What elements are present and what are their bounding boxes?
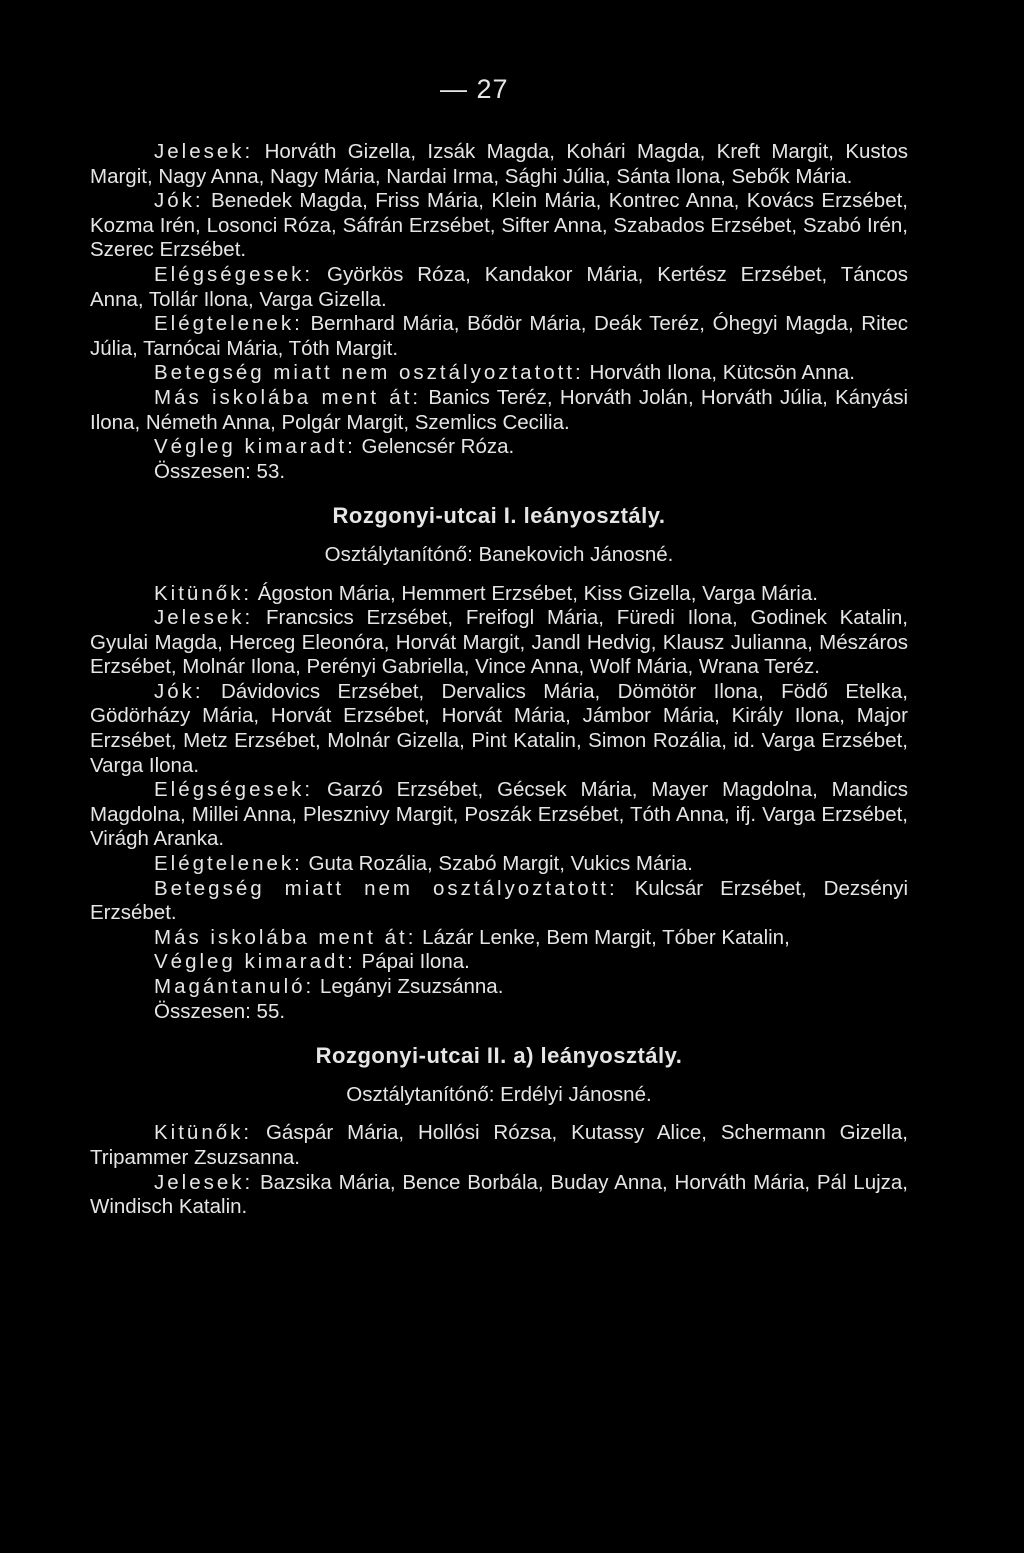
grade-paragraph-kitunok xyxy=(90,1121,908,1170)
student-list: Bazsika Mária, Bence Borbála, Buday Anna, Horváth Mária, Pál Lujza, Windisch Katalin. xyxy=(90,1170,908,1219)
student-list: Horváth Ilona, Kütcsön Anna. xyxy=(583,361,855,385)
grade-label: Jók: xyxy=(154,189,204,213)
grade-paragraph-elegsegesek xyxy=(90,263,908,312)
grade-label: Más iskolába ment át: xyxy=(154,385,422,409)
grade-paragraph-magantanulo xyxy=(90,975,908,1000)
student-list: Gáspár Mária, Hollósi Rózsa, Kutassy Alice, Schermann Gizella, Tripammer Zsuzsanna. xyxy=(90,1121,908,1169)
grade-paragraph-mas-iskola xyxy=(90,386,908,435)
grade-paragraph-jelesek xyxy=(90,140,908,189)
student-list: Francsics Erzsébet, Freifogl Mária, Füredi Ilona, Godinek Katalin, Gyulai Magda, Herceg Eleonóra, Horvát Margit, Jandl Hedvig, Klausz Julianna, Mészáros Erzsébet, Molnár Ilona, Perényi Gabriella, Vince Anna, Wolf Mária, Wrana Teréz. xyxy=(90,606,908,679)
class-teacher: Osztálytanítónő: Banekovich Jánosné. xyxy=(324,542,674,566)
grade-label: Betegség miatt nem osztályoztatott: xyxy=(154,361,584,385)
grade-paragraph-vegleg xyxy=(90,950,908,975)
student-list: Guta Rozália, Szabó Margit, Vukics Mária. xyxy=(302,852,693,876)
grade-paragraph-jelesek xyxy=(90,606,908,680)
student-list: Garzó Erzsébet, Gécsek Mária, Mayer Magdolna, Mandics Magdolna, Millei Anna, Plesznivy Margit, Poszák Erzsébet, Tóth Anna, ifj. Varga Erzsébet, Virágh Aranka. xyxy=(90,778,908,851)
grade-label: Elégtelenek: xyxy=(154,852,303,876)
grade-paragraph-beteg xyxy=(90,877,908,926)
student-list: Lázár Lenke, Bem Margit, Tóber Katalin, xyxy=(416,925,790,949)
grade-paragraph-elegtelenek xyxy=(90,312,908,361)
grade-paragraph-mas-iskola xyxy=(90,926,908,951)
student-list: Györkös Róza, Kandakor Mária, Kertész Erzsébet, Táncos Anna, Tollár Ilona, Varga Gizella. xyxy=(90,262,908,311)
grade-label: Elégségesek: xyxy=(154,262,314,286)
grade-label: Elégtelenek: xyxy=(154,312,303,336)
grade-label: Kitünők: xyxy=(154,1121,253,1145)
total-line: Összesen: 55. xyxy=(154,999,286,1023)
grade-paragraph-jok xyxy=(90,680,908,778)
grade-paragraph-jok xyxy=(90,189,908,263)
grade-label: Jelesek: xyxy=(154,1170,254,1194)
page-number: — 27 xyxy=(440,74,509,104)
class-teacher: Osztálytanítónő: Erdélyi Jánosné. xyxy=(346,1082,652,1106)
class-heading: Rozgonyi-utcai II. a) leányosztály. xyxy=(315,1043,683,1069)
student-list: Horváth Gizella, Izsák Magda, Kohári Magda, Kreft Margit, Kustos Margit, Nagy Anna, Nagy Mária, Nardai Irma, Sághi Júlia, Sánta Ilona, Sebők Mária. xyxy=(90,140,908,188)
student-list: Banics Teréz, Horváth Jolán, Horváth Júlia, Kányási Ilona, Németh Anna, Polgár Margit, Szemlics Cecilia. xyxy=(90,385,908,434)
grade-label: Végleg kimaradt: xyxy=(154,950,356,974)
grade-label: Elégségesek: xyxy=(154,778,314,802)
grade-paragraph-kitunok xyxy=(90,582,908,607)
grade-label: Jelesek: xyxy=(154,140,254,163)
grade-paragraph-vegleg xyxy=(90,435,908,460)
page-content xyxy=(90,140,908,1220)
class-heading: Rozgonyi-utcai I. leányosztály. xyxy=(332,503,666,529)
section-2 xyxy=(90,504,908,1024)
grade-label: Más iskolába ment át: xyxy=(154,925,417,949)
student-list: Bernhard Mária, Bődör Mária, Deák Teréz, Óhegyi Magda, Ritec Júlia, Tarnócai Mária, Tóth Margit. xyxy=(90,312,908,360)
student-list: Dávidovics Erzsébet, Dervalics Mária, Dömötör Ilona, Födő Etelka, Gödörházy Mária, Horvát Erzsébet, Horvát Mária, Jámbor Mária, Király Ilona, Major Erzsébet, Metz Erzsébet, Molnár Gizella, Pint Katalin, Simon Rozália, id. Varga Erzsébet, Varga Ilona. xyxy=(90,679,908,777)
section-1 xyxy=(90,140,908,484)
grade-paragraph-beteg xyxy=(90,361,908,386)
grade-label: Jók: xyxy=(154,679,204,703)
student-list: Gelencsér Róza. xyxy=(355,435,515,459)
grade-label: Betegség miatt nem osztályoztatott: xyxy=(154,876,618,900)
grade-label: Magántanuló: xyxy=(154,975,315,998)
student-list: Benedek Magda, Friss Mária, Klein Mária, Kontrec Anna, Kovács Erzsébet, Kozma Irén, Losonci Róza, Sáfrán Erzsébet, Sifter Anna, Szabados Erzsébet, Szabó Irén, Szerec Erzsébet. xyxy=(90,189,908,262)
grade-paragraph-elegtelenek xyxy=(90,852,908,877)
grade-label: Kitünők: xyxy=(154,581,253,605)
section-3 xyxy=(90,1044,908,1220)
grade-label: Végleg kimaradt: xyxy=(154,435,356,459)
student-list: Kulcsár Erzsébet, Dezsényi Erzsébet. xyxy=(90,876,908,925)
grade-label: Jelesek: xyxy=(154,606,254,630)
student-list: Ágoston Mária, Hemmert Erzsébet, Kiss Gizella, Varga Mária. xyxy=(252,581,818,605)
total-line: Összesen: 53. xyxy=(154,459,286,483)
student-list: Legányi Zsuzsánna. xyxy=(314,975,504,998)
grade-paragraph-jelesek xyxy=(90,1171,908,1220)
grade-paragraph-elegsegesek xyxy=(90,778,908,852)
student-list: Pápai Ilona. xyxy=(355,950,470,974)
